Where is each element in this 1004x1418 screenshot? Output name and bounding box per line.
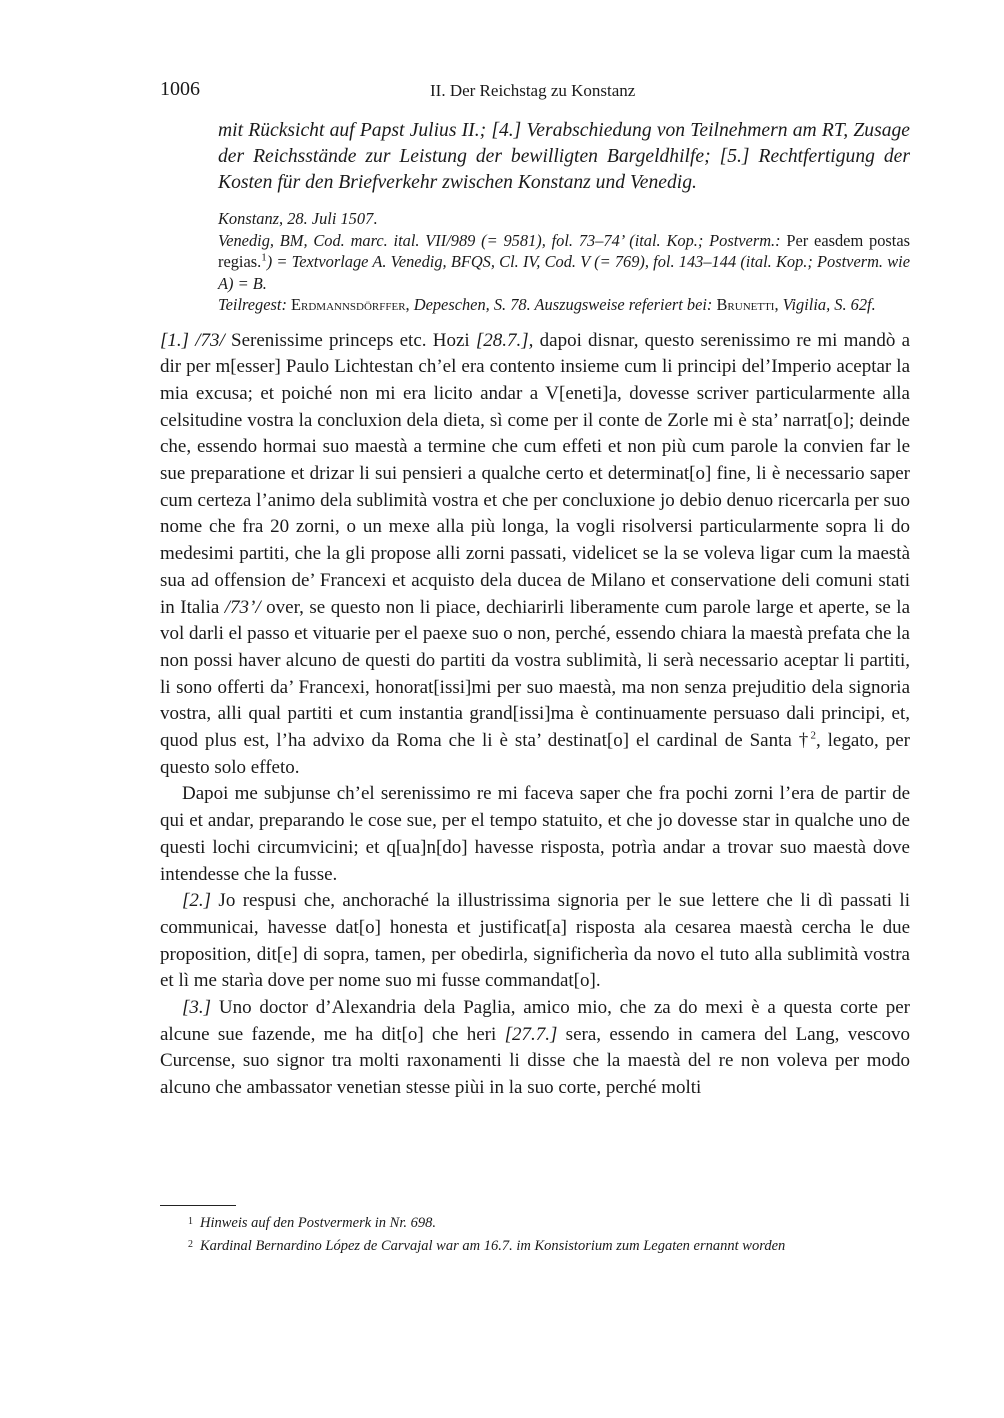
footnote-ref-2[interactable]: 2 bbox=[810, 729, 816, 742]
date-place: Konstanz, 28. Juli 1507 bbox=[218, 209, 374, 228]
footnote-number: 1 bbox=[188, 1216, 193, 1227]
reference-depeschen: Depeschen, S. 78. Auszugsweise referiert bei: bbox=[409, 295, 713, 314]
footnote-2 bbox=[160, 1234, 910, 1257]
regest-summary: mit Rücksicht auf Papst Julius II.; [4.] Verabschiedung von Teilnehmern am RT, Zusage der Reichsstände zur Leistung der bewilligten Bargeldhilfe; [5.] Rechtfertigung der Kosten für den Briefverkehr zwischen Konstanz und Venedig. bbox=[218, 120, 910, 193]
paragraph-3: [2.] Jo respusi che, anchoraché la illustrissima signoria per le sue lettere che li dì passati li communicai, havesse dat[o] honesta et justificat[a] risposta ala cesarea maestà cercha le due proposition, dit[e] di sopra, tamen, per obedirla, significherìa da novo el tuto alla sublimità vostra et lì me starìa dove per nome suo mi fusse commandat[o]. bbox=[160, 890, 910, 992]
source-b: ) = Textvorlage A. Venedig, BFQS, Cl. IV, Cod. V (= 769), fol. 143–144 (ital. Kop.; Postverm. wie A) = B. bbox=[218, 252, 910, 293]
running-title: II. Der Reichstag zu Konstanz bbox=[430, 81, 636, 100]
page-number: 1006 bbox=[160, 78, 200, 100]
document-metadata: Konstanz, 28. Juli 1507. Venedig, BM, Cod. marc. ital. VII/989 (= 9581), fol. 73–74’ (ital. Kop.; Postverm.: Per easdem postas regias.$^1$) = Textvorlage A. Venedig, BFQS, Cl. IV, Cod. V (= 769), fol. 143–144 (ital. Kop.; Postverm. wie A) = B. Teilregest: Erdmannsdörffer, Depeschen, S. 78. Auszugsweise referiert bei: Brunetti, Vigilia, S. 62f. bbox=[218, 209, 910, 314]
teilregest-label: Teilregest: bbox=[218, 295, 287, 314]
section-marker-3: [3.] bbox=[182, 997, 212, 1019]
date-annotation: [28.7.], bbox=[475, 329, 534, 351]
source-a: Venedig, BM, Cod. marc. ital. VII/989 (= 9581), fol. 73–74’ (ital. Kop.; Postverm.: bbox=[218, 230, 781, 250]
folio-marker: /73’/ bbox=[224, 596, 261, 618]
paragraph-2: Dapoi me subjunse ch’el serenissimo re mi faceva saper che fra pochi zorni l’era de partir de qui et andar, preparando le cose sue, per el tempo statuito, et che jo dovesse star in qualche uno de questi lochi circumvicini; et q[ua]n[do] havesse risposta, potrìa andar a trovar suo maestà dove intendesse che la fusse. bbox=[160, 783, 910, 885]
section-marker-2: [2.] bbox=[182, 890, 212, 912]
footnote-text: Kardinal Bernardino López de Carvajal war am 16.7. im Konsistorium zum Legaten ernannt worden bbox=[200, 1238, 786, 1254]
footnote-divider bbox=[160, 1205, 236, 1206]
main-text bbox=[160, 328, 910, 1102]
running-head bbox=[160, 78, 910, 108]
paragraph-1: [1.] /73/ Serenissime princeps etc. Hozi [28.7.], dapoi disnar, questo serenissimo re mi mandò a dir per m[esser] Paulo Lichtestan ch’el era contento insieme cum li principi del’Imperio aceptar la mia excusa; et poiché non mi era licito andar a V[eneti]a, dovesse scriver particularmente alla celsitudine vostra la concluxion dela dieta, sì come per il conte de Zorle mi è sta’ narrat[o]; deinde che, essendo hormai suo maestà a termine che cum effeti et non più cum parole la convien far le sue preparatione et drizar li sui pensieri a qualche certo et determinat[o] fine, li è necessario saper cum certeza l’animo dela sublimità vostra et che per concluxione jo debio denuo ricercarla per suo nome che fra 20 zorni, o un mexe alla più longa, la vogli risolversi particularmente sopra li do medesimi partiti, che la gli propose alli zorni passati, videlicet se la se voleva ligar cum la maestà sua ad offension de’ Francexi et acquisto dela ducea de Milano et conservatione deli comuni stati in Italia /73’/ over, se questo non li piace, dechiarirli liberamente cum parole large et aperte, se la vol darli el passo et vituarie per el paexe suo o non, perché, essendo chiara la maestà prefata che la non possi haver alcuno de questi do partiti da vostra sublimità, li serà necessario aceptar li partiti, li sono offerti da’ Francexi, honorat[issi]mi per suo maestà, ma non senza prejuditio dela signoria vostra, alli qual partiti et cum instantia grand[issi]ma è continuamente persuaso dali principi, et, quod plus est, l’ha advixo da Roma che li è sta’ destinat[o] el cardinal de Santa †$^2$, legato, per questo solo effeto. bbox=[160, 329, 910, 778]
footnote-ref-1[interactable]: 1 bbox=[261, 251, 267, 264]
postvermerk: Per easdem postas regias. bbox=[218, 230, 910, 271]
page bbox=[160, 78, 910, 1102]
footnote-text: Hinweis auf den Postvermerk in Nr. 698. bbox=[200, 1215, 437, 1231]
date-annotation: [27.7.] bbox=[504, 1023, 558, 1045]
teilregest-line bbox=[218, 294, 910, 316]
section-marker-1: [1.] /73/ bbox=[160, 329, 225, 351]
source-line bbox=[218, 230, 910, 295]
reference-vigilia: Vigilia, S. 62f. bbox=[782, 295, 876, 314]
footnote-number: 2 bbox=[188, 1239, 193, 1250]
author-brunetti: Brunetti, bbox=[716, 295, 779, 314]
footnotes bbox=[160, 1211, 910, 1257]
footnote-1 bbox=[160, 1211, 910, 1234]
author-erdmannsdoerffer: Erdmannsdörffer, bbox=[291, 295, 410, 314]
paragraph-4: [3.] Uno doctor d’Alexandria dela Paglia, amico mio, che za do mexi è a questa corte per alcune sue fazende, me ha dit[o] che heri [27.7.] sera, essendo in camera del Lang, vescovo Curcense, suo signor tra molti raxonamenti li disse che la maestà del re non voleva per modo alcuno che ambassator venetian stesse piùi in la suo corte, perché molti bbox=[160, 997, 910, 1099]
